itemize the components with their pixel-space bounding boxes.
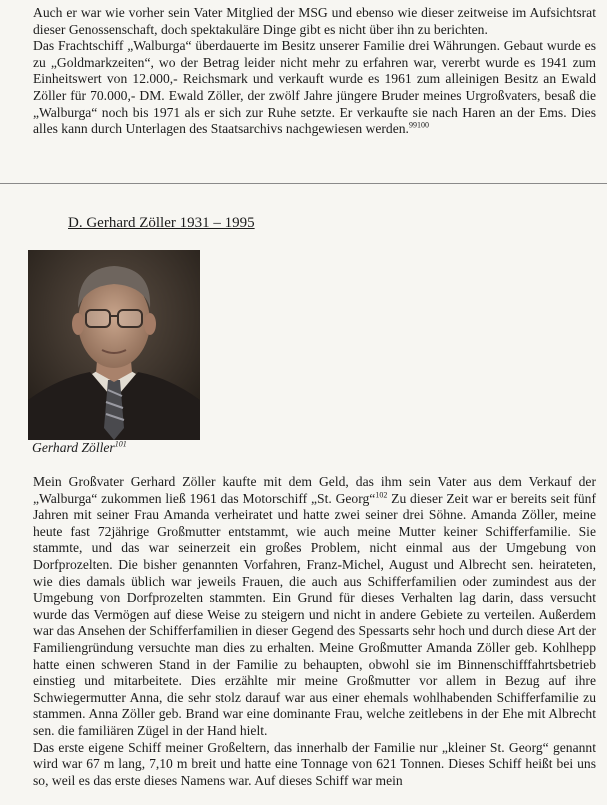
paragraph-gerhard-start: Mein Großvater Gerhard Zöller kaufte mit dem Geld, das ihm sein Vater aus dem Verkauf der „Walburga“ zukommen ließ 1961 das Motorschiff „St. Georg“ [33, 474, 596, 506]
section-heading: D. Gerhard Zöller 1931 – 1995 [68, 215, 255, 231]
portrait-photo [28, 250, 200, 440]
paragraph-kleiner-st-georg: Das erste eigene Schiff meiner Großeltern, das innerhalb der Familie nur „kleiner St. Georg“ genannt wird war 67 m lang, 7,10 m breit und hatte eine Tonnage von 621 Tonnen. Dieses Schiff heißt bei uns so, weil es das erste dieses Namens war. Auf dieses Schiff war mein [33, 739, 596, 788]
section-divider [0, 183, 607, 184]
paragraph-gerhard-rest: Zu dieser Zeit war er bereits seit fünf Jahren mit seiner Frau Amanda verheiratet und hatte zwei seiner drei Söhne. Amanda Zöller, meine heute fast 72jährige Großmutter entstammt, wie auch meine Mutter keiner Schifferfamilie. Sie stammte, und das war seinerzeit ein großes Problem, nicht einmal aus der Umgebung von Dorfprozelten. Die bisher genannten Vorfahren, Franz-Michel, August und Albrecht sen. heirateten, wie dies damals üblich war jeweils Frauen, die auch aus Schifferfamilien oder zumindest aus der Umgebung von Dorfprozelten stammten. Ein Grund für dieses Verhalten lag darin, dass versucht wurde das Vermögen auf diese Weise zu steigern und nicht in andere Gebiete zu verteilen. Außerdem war das Ansehen der Schifferfamilien in dieser Gegend des Spessarts sehr hoch und durch diese Art der Familiengründung versuchte man dies zu erhalten. Meine Großmutter Amanda Zöller geb. Kohlhepp hatte einen schweren Stand in der Familie zu behaupten, obwohl sie im Binnenschifffahrtsbetrieb einstieg und mitarbeitete. Dies erzählte mir meine Großmutter vor allem in Bezug auf ihre Schwiegermutter Anna, die sehr stolz darauf war aus einer ehemals wohlhabenden Schifferfamilie zu stammen. Anna Zöller geb. Brand war eine dominante Frau, welche zeitlebens in der Ehe mit Albrecht sen. die familiären Zügel in der Hand hielt. [33, 490, 596, 738]
bottom-text-block [33, 474, 596, 789]
paragraph-walburga [33, 38, 596, 138]
top-text-block [33, 5, 596, 138]
photo-caption-text: Gerhard Zöller [32, 440, 115, 455]
paragraph-msg: Auch er war wie vorher sein Vater Mitglied der MSG und ebenso wie dieser zeitweise im Aufsichtsrat dieser Genossenschaft, doch spektakuläre Dinge gibt es nicht über ihn zu berichten. [33, 5, 596, 37]
paragraph-walburga-text: Das Frachtschiff „Walburga“ überdauerte im Besitz unserer Familie drei Währungen. Gebaut wurde es zu „Goldmarkzeiten“, wo der Betrag leider nicht mehr zu erfahren war, vererbt wurde es 1941 zum Einheitswert von 12.000,- Reichsmark und verkauft wurde es 1961 zum alleinigen Besitz an Ewald Zöller für 70.000,- DM. Ewald Zöller, der zwölf Jahre jüngere Bruder meines Urgroßvaters, besaß die „Walburga“ noch bis 1971 als er sich zur Ruhe setzte. Er verkaufte sie nach Haren an der Ems. Dies alles kann durch Unterlagen des Staatsarchivs nachgewiesen werden. [33, 38, 596, 137]
photo-caption [32, 440, 127, 456]
footnote-ref-102: 102 [375, 490, 388, 500]
footnote-ref-99-100: 99100 [408, 120, 429, 130]
paragraph-gerhard [33, 474, 596, 740]
footnote-ref-101: 101 [114, 439, 127, 449]
